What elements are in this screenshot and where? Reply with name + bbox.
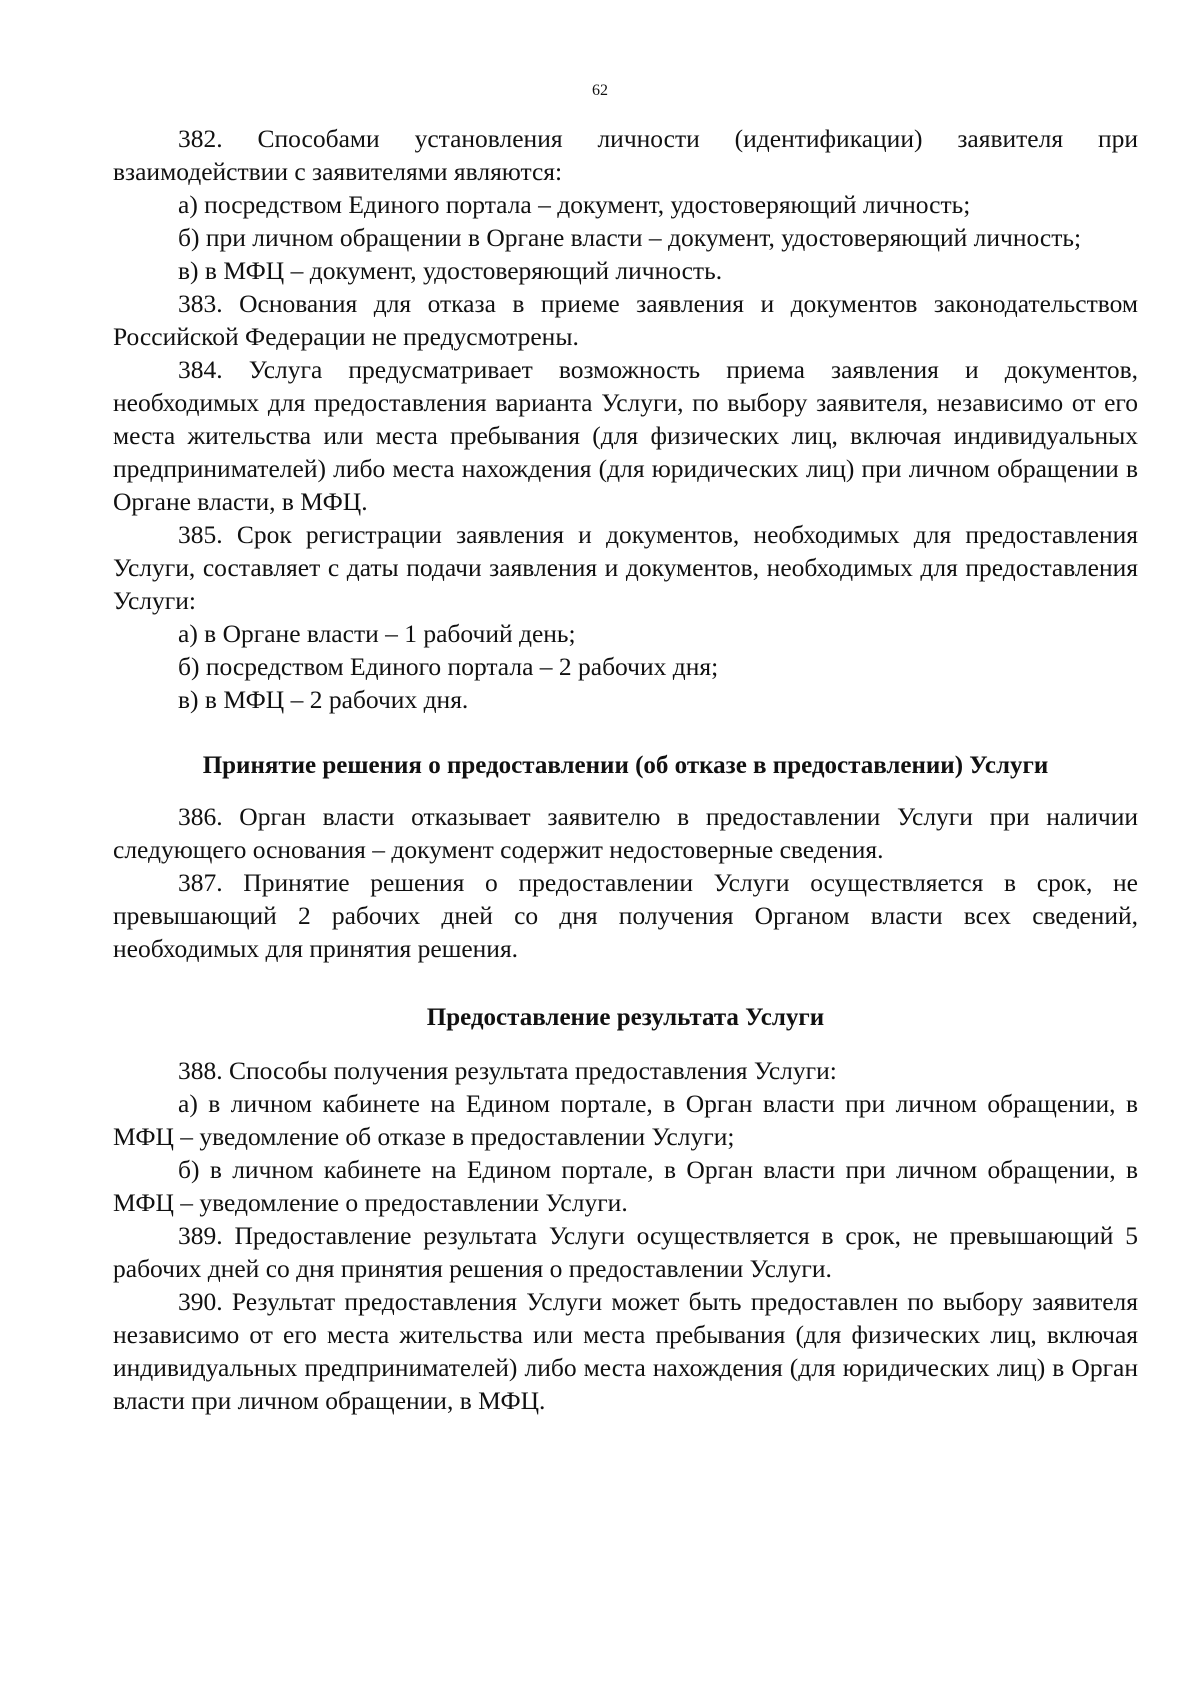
page-number: 62: [592, 82, 608, 99]
paragraph-385-a: а) в Органе власти – 1 рабочий день;: [178, 619, 576, 648]
document-body: [113, 122, 1138, 1417]
paragraph-387: 387. Принятие решения о предоставлении Услуги осуществляется в срок, не превышающий 2 рабочих дней со дня получения Органом власти всех сведений, необходимых для принятия решения.: [113, 868, 1138, 963]
paragraph-382: 382. Способами установления личности (идентификации) заявителя при взаимодействии с заявителями являются:: [113, 124, 1138, 186]
paragraph-388-b: б) в личном кабинете на Едином портале, в Орган власти при личном обращении, в МФЦ – уведомление о предоставлении Услуги.: [113, 1155, 1138, 1217]
paragraph-385: 385. Срок регистрации заявления и документов, необходимых для предоставления Услуги, составляет с даты подачи заявления и документов, необходимых для предоставления Услуги:: [113, 520, 1138, 615]
paragraph-388-a: а) в личном кабинете на Едином портале, в Орган власти при личном обращении, в МФЦ – уведомление об отказе в предоставлении Услуги;: [113, 1089, 1138, 1151]
paragraph-385-b: б) посредством Единого портала – 2 рабочих дня;: [178, 652, 719, 681]
paragraph-382-b: б) при личном обращении в Органе власти – документ, удостоверяющий личность;: [178, 223, 1082, 252]
paragraph-388: 388. Способы получения результата предоставления Услуги:: [178, 1056, 837, 1085]
section-heading-result: Предоставление результата Услуги: [426, 1004, 825, 1031]
paragraph-386: 386. Орган власти отказывает заявителю в предоставлении Услуги при наличии следующего основания – документ содержит недостоверные сведения.: [113, 802, 1138, 864]
paragraph-384: 384. Услуга предусматривает возможность приема заявления и документов, необходимых для предоставления варианта Услуги, по выбору заявителя, независимо от его места жительства или места пребывания (для физических лиц, включая индивидуальных предпринимателей) либо места нахождения (для юридических лиц) при личном обращении в Органе власти, в МФЦ.: [113, 355, 1138, 516]
paragraph-383: 383. Основания для отказа в приеме заявления и документов законодательством Российской Федерации не предусмотрены.: [113, 289, 1138, 351]
paragraph-385-v: в) в МФЦ – 2 рабочих дня.: [178, 685, 469, 714]
paragraph-390: 390. Результат предоставления Услуги может быть предоставлен по выбору заявителя независимо от его места жительства или места пребывания (для физических лиц, включая индивидуальных предпринимателей) либо места нахождения (для юридических лиц) в Орган власти при личном обращении, в МФЦ.: [113, 1287, 1138, 1415]
section-heading-decision: Принятие решения о предоставлении (об отказе в предоставлении) Услуги: [202, 752, 1049, 779]
paragraph-389: 389. Предоставление результата Услуги осуществляется в срок, не превышающий 5 рабочих дней со дня принятия решения о предоставлении Услуги.: [113, 1221, 1138, 1283]
paragraph-382-a: а) посредством Единого портала – документ, удостоверяющий личность;: [178, 190, 971, 219]
paragraph-382-v: в) в МФЦ – документ, удостоверяющий личность.: [178, 256, 723, 285]
